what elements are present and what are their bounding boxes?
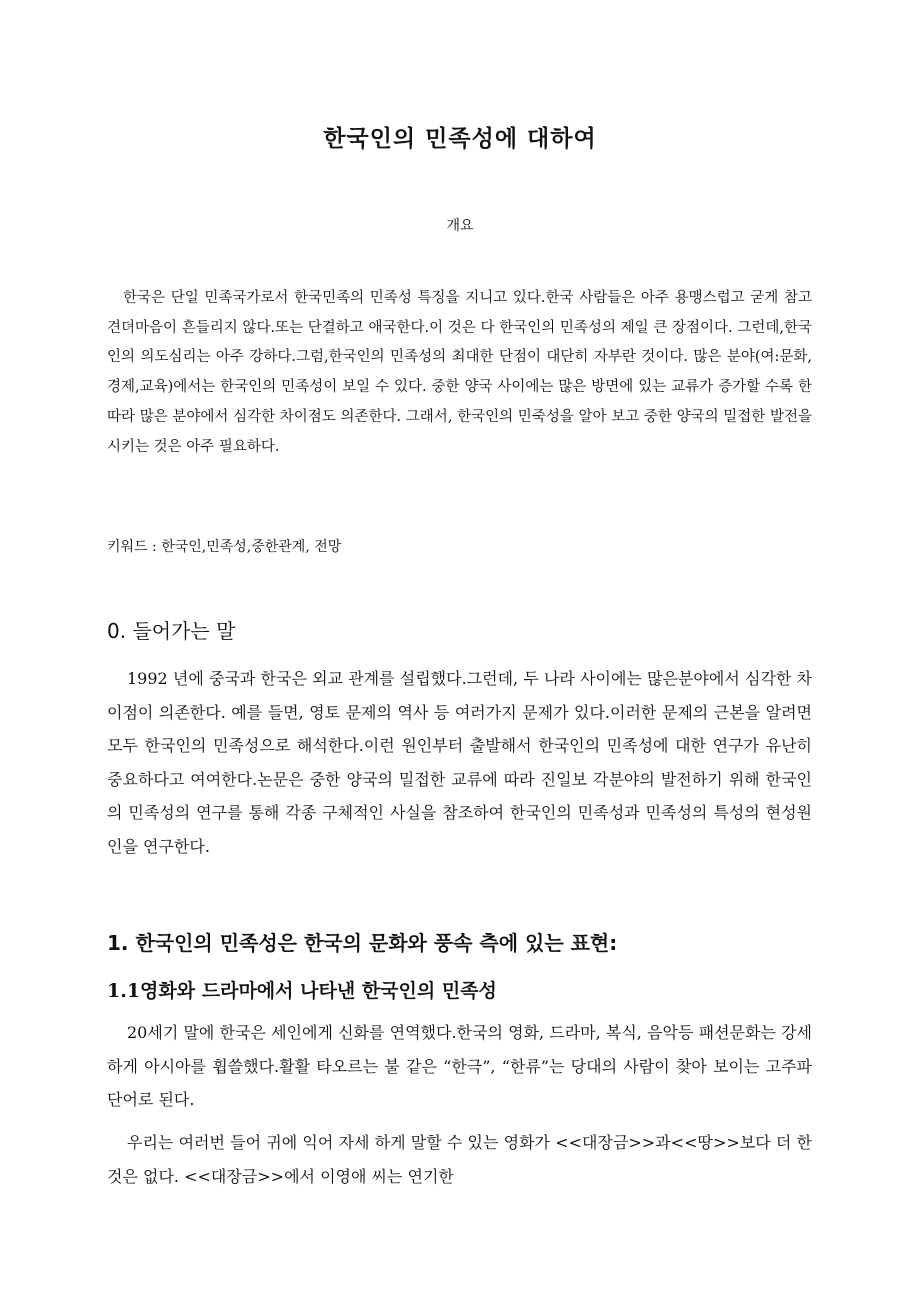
keywords-line: 키워드 : 한국인,민족성,중한관계, 전망 (107, 539, 342, 555)
section-1-1-paragraph-1: 20세기 말에 한국은 세인에게 신화를 연역했다.한국의 영화, 드라마, 복식, 음악등 패션문화는 강세하게 아시아를 휩쓸했다.활활 타오르는 불 같은 “한극”, “한류”는 당대의 사람이 찾아 보이는 고주파 단어로 된다. (107, 1023, 812, 1109)
section-heading-intro: 0. 들어가는 말 (107, 619, 236, 643)
intro-paragraph: 1992 년에 중국과 한국은 외교 관계를 설립했다.그런데, 두 나라 사이에는 많은분야에서 심각한 차이점이 의존한다. 예를 들면, 영토 문제의 역사 등 여러가지 문제가 있다.이러한 문제의 근본을 알려면 모두 한국인의 민족성으로 해석한다.이런 원인부터 출발해서 한국인의 민족성에 대한 연구가 유난히 중요하다고 여여한다.논문은 중한 양국의 밀접한 교류에 따라 진일보 각분야의 발전하기 위해 한국인의 민족성의 연구를 통해 각종 구체적인 사실을 참조하여 한국인의 민족성과 민족성의 특성의 현성원인을 연구한다. (107, 669, 812, 856)
abstract-paragraph: 한국은 단일 민족국가로서 한국민족의 민족성 특징을 지니고 있다.한국 사람들은 아주 용맹스럽고 굳게 참고 견뎌마음이 흔들리지 않다.또는 단결하고 애국한다.이 것은 다 한국인의 민족성의 제일 큰 장점이다. 그런데,한국인의 의도심리는 아주 강하다.그럼,한국인의 민족성의 최대한 단점이 대단히 자부란 것이다. 많은 분야(여:문화,경제,교육)에서는 한국인의 민족성이 보일 수 있다. 중한 양국 사이에는 많은 방면에 있는 교류가 증가할 수록 한따라 많은 분야에서 심각한 차이점도 의존한다. 그래서, 한국인의 민죽성을 알아 보고 중한 양국의 밀접한 발전을시키는 것은 아주 필요하다. (107, 290, 812, 455)
section-heading-1-1: 1.1영화와 드라마에서 나타낸 한국인의 민족성 (107, 980, 497, 1002)
section-1-1-body-b (107, 1126, 812, 1193)
section-1-1-paragraph-2: 우리는 여러번 들어 귀에 익어 자세 하게 말할 수 있는 영화가 <<대장금>>과<<땅>>보다 더 한 것은 없다. <<대장금>>에서 이영애 씨는 연기한 (107, 1133, 812, 1186)
abstract-heading: 개요 (446, 218, 474, 234)
abstract-body (107, 284, 812, 462)
section-heading-1: 1. 한국인의 민족성은 한국의 문화와 풍속 측에 있는 표현: (107, 931, 618, 955)
section-1-1-body-a (107, 1016, 812, 1117)
intro-body (107, 662, 812, 863)
document-title: 한국인의 민족성에 대하여 (323, 126, 597, 152)
